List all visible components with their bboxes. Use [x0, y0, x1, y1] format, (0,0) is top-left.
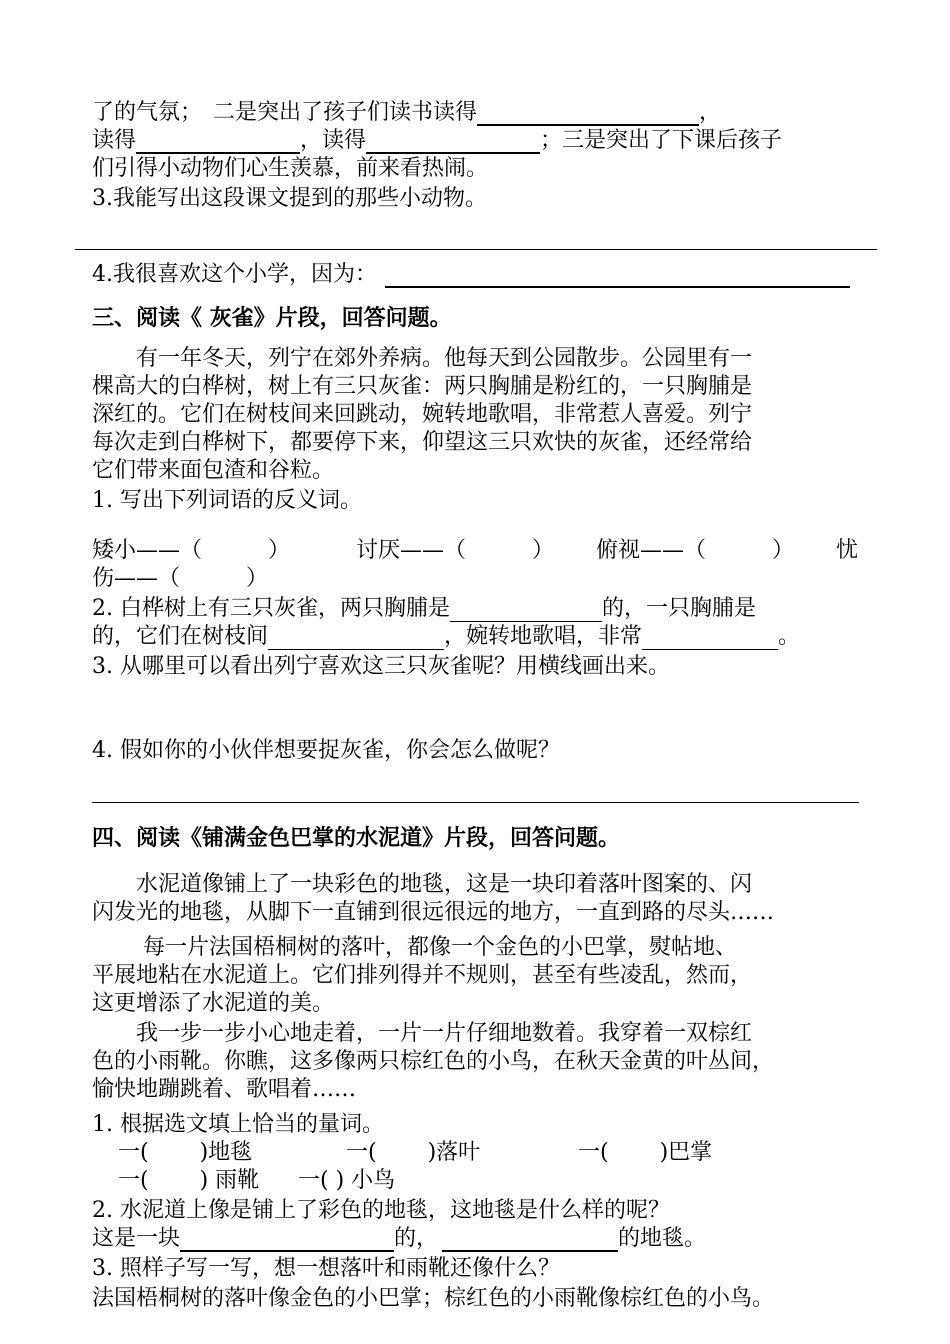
text: 这是一块	[92, 1226, 181, 1251]
antonym-item: 忧	[836, 538, 859, 563]
text: 的，	[394, 1226, 439, 1251]
text: 的，它们在树枝间	[92, 624, 269, 649]
paragraph-line: 每次走到白桦树下，都要停下来，仰望这三只欢快的灰雀，还经常给	[92, 430, 753, 455]
measure-word-item[interactable]: 一( )巴掌	[578, 1140, 713, 1165]
paragraph-line: 愉快地蹦跳着、歌唱着……	[92, 1077, 357, 1102]
answer-line[interactable]	[92, 802, 859, 803]
question-4: 4. 假如你的小伙伴想要捉灰雀，你会怎么做呢？	[92, 738, 560, 763]
answer-blank[interactable]	[450, 599, 602, 622]
question-1: 1. 根据选文填上恰当的量词。	[92, 1112, 384, 1137]
measure-word-item[interactable]: 一( ) 小鸟	[298, 1168, 396, 1193]
answer-blank[interactable]	[268, 627, 444, 650]
antonym-item[interactable]: 俯视——（ ）	[596, 538, 795, 563]
measure-word-item[interactable]: 一( )落叶	[346, 1140, 481, 1165]
answer-blank[interactable]	[477, 102, 699, 126]
paragraph-line: 我一步一步小心地走着，一片一片仔细地数着。我穿着一双棕红	[92, 1021, 753, 1046]
text: 的地毯。	[618, 1226, 707, 1251]
antonym-item[interactable]: 矮小——（ ）	[92, 538, 291, 563]
section-heading-3: 三、阅读《 灰雀》片段，回答问题。	[92, 306, 452, 331]
paragraph-line: 它们带来面包渣和谷粒。	[92, 458, 335, 483]
paragraph-line: 水泥道像铺上了一块彩色的地毯，这是一块印着落叶图案的、闪	[92, 872, 753, 897]
text: 的，一只胸脯是	[602, 596, 757, 621]
text: ，读得	[300, 128, 367, 153]
antonym-item[interactable]: 讨厌——（ ）	[356, 538, 555, 563]
question-2	[92, 596, 756, 622]
text: 了的气氛； 二是突出了孩子们读书读得	[92, 100, 478, 125]
antonym-item[interactable]: 伤——（ ）	[92, 566, 269, 591]
paragraph-line: 平展地粘在水泥道上。它们排列得并不规则，甚至有些凌乱，然而，	[92, 963, 753, 988]
text: 4.我很喜欢这个小学，因为：	[92, 262, 377, 287]
paragraph-line: 棵高大的白桦树，树上有三只灰雀：两只胸脯是粉红的，一只胸脯是	[92, 374, 753, 399]
fill-line-1	[92, 100, 721, 126]
measure-word-item[interactable]: 一( )地毯	[118, 1140, 253, 1165]
text: 2. 白桦树上有三只灰雀，两只胸脯是	[92, 596, 450, 621]
answer-blank[interactable]	[385, 264, 850, 288]
answer-blank[interactable]	[180, 1228, 394, 1252]
text: ，婉转地歌唱，非常	[444, 624, 643, 649]
answer-blank[interactable]	[642, 627, 778, 650]
question-2-cont	[92, 624, 800, 650]
fill-line-2	[92, 128, 782, 154]
question-3: 3. 从哪里可以看出列宁喜欢这三只灰雀呢？用横线画出来。	[92, 654, 670, 679]
paragraph-line: 闪发光的地毯，从脚下一直铺到很远很远的地方，一直到路的尽头……	[92, 900, 775, 925]
question-3: 3.我能写出这段课文提到的那些小动物。	[92, 186, 487, 211]
text: ；三是突出了下课后孩子	[540, 128, 783, 153]
paragraph-line: 深红的。它们在树枝间来回跳动，婉转地歌唱，非常惹人喜爱。列宁	[92, 402, 753, 427]
paragraph-line: 们引得小动物们心生羡慕，前来看热闹。	[92, 156, 489, 181]
example-sentence: 法国梧桐树的落叶像金色的小巴掌；棕红色的小雨靴像棕红色的小鸟。	[92, 1286, 775, 1311]
text: 读得	[92, 128, 137, 153]
question-4	[92, 262, 850, 288]
answer-blank[interactable]	[136, 130, 300, 154]
question-3: 3. 照样子写一写，想一想落叶和雨靴还像什么？	[92, 1256, 560, 1281]
text: 。	[778, 624, 801, 649]
answer-blank[interactable]	[442, 1228, 618, 1252]
answer-blank[interactable]	[366, 130, 540, 154]
question-2: 2. 水泥道上像是铺上了彩色的地毯，这地毯是什么样的呢？	[92, 1198, 670, 1223]
text: ，	[699, 100, 722, 125]
question-2-fill	[92, 1226, 706, 1252]
section-heading-4: 四、阅读《铺满金色巴掌的水泥道》片段，回答问题。	[92, 826, 621, 851]
paragraph-line: 色的小雨靴。你瞧，这多像两只棕红色的小鸟，在秋天金黄的叶丛间，	[92, 1049, 775, 1074]
measure-word-item[interactable]: 一( ) 雨靴	[118, 1168, 260, 1193]
paragraph-line: 有一年冬天，列宁在郊外养病。他每天到公园散步。公园里有一	[92, 346, 753, 371]
question-1: 1. 写出下列词语的反义词。	[92, 488, 362, 513]
paragraph-line: 这更增添了水泥道的美。	[92, 991, 335, 1016]
paragraph-line: 每一片法国梧桐树的落叶，都像一个金色的小巴掌，熨帖地、	[92, 935, 737, 960]
answer-line[interactable]	[75, 249, 877, 250]
